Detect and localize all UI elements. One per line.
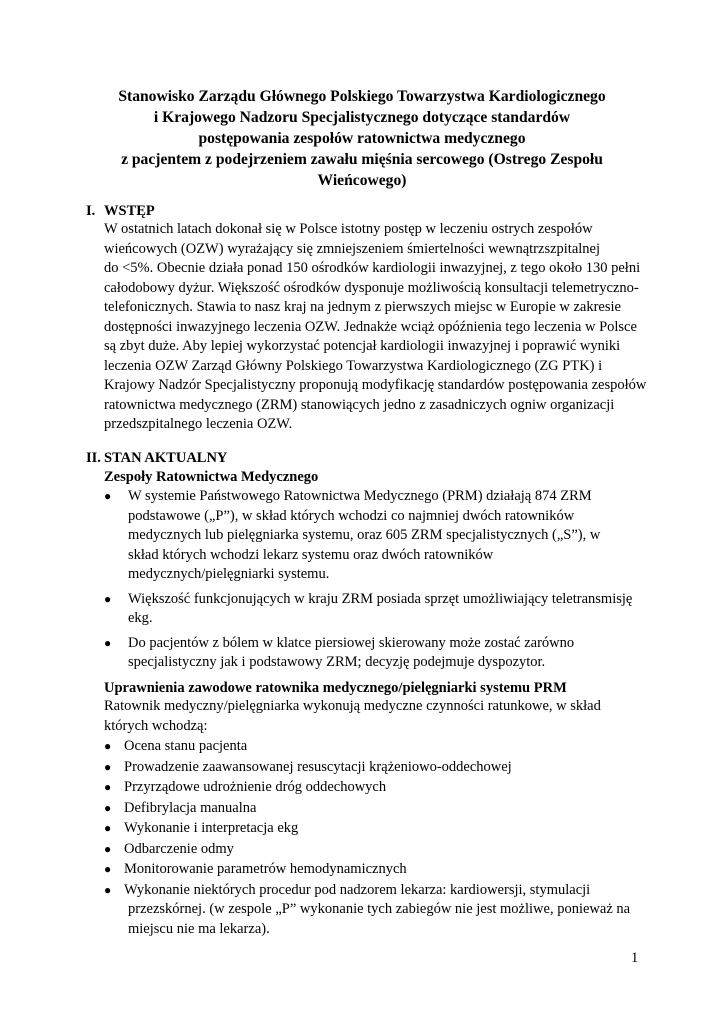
bullet-icon: ●: [104, 862, 112, 876]
paragraph-line: leczenia OZW Zarząd Główny Polskiego Towarzystwa Kardiologicznego (ZG PTK) i: [104, 357, 603, 374]
list-item-line: Większość funkcjonujących w kraju ZRM posiada sprzęt umożliwiający teletransmisję: [128, 590, 633, 607]
bullet-icon: ●: [104, 780, 112, 794]
bullet-icon: ●: [104, 489, 112, 503]
paragraph-line: telefonicznych. Stawia to nasz kraj na jednym z pierwszych miejsc w Europie w zakresie: [104, 299, 621, 315]
paragraph-line: Ratownik medyczny/pielęgniarka wykonują medyczne czynności ratunkowe, w skład: [104, 698, 601, 714]
list-item-line: medycznych lub pielęgniarka systemu, oraz 605 ZRM specjalistycznych („S”), w: [128, 527, 601, 543]
list-item-line: skład których wchodzi lekarz systemu oraz dwóch ratowników: [128, 546, 494, 563]
list-item-line: Defibrylacja manualna: [124, 799, 257, 816]
section-number: I.: [86, 203, 96, 219]
paragraph-line: ratownictwa medycznego (ZRM) stanowiących jedno z zasadniczych ogniw organizacji: [104, 396, 615, 413]
subheading-uprawnienia: Uprawnienia zawodowe ratownika medycznego/pielęgniarki systemu PRM: [104, 680, 567, 696]
czynnosci-bullet-list: [104, 737, 630, 940]
list-item-line: W systemie Państwowego Ratownictwa Medycznego (PRM) działają 874 ZRM: [128, 488, 592, 504]
list-item: [104, 799, 630, 819]
list-item-line: ekg.: [128, 610, 153, 626]
zrm-bullet-list: [104, 487, 632, 678]
paragraph-line: Krajowy Nadzór Specjalistyczny proponują modyfikację standardów postępowania zespołów: [104, 377, 647, 393]
title-line: Stanowisko Zarządu Głównego Polskiego Towarzystwa Kardiologicznego: [118, 88, 606, 105]
list-item-line: Do pacjentów z bólem w klatce piersiowej skierowany może zostać zarówno: [128, 634, 575, 651]
list-item: [104, 634, 632, 673]
list-item-line: Ocena stanu pacjenta: [124, 738, 248, 754]
list-item-line: Monitorowanie parametrów hemodynamicznych: [124, 861, 407, 877]
bullet-icon: ●: [104, 841, 112, 856]
title-line: Wieńcowego): [317, 172, 407, 189]
list-item: [104, 737, 630, 757]
paragraph-line: przedszpitalnego leczenia OZW.: [104, 416, 293, 432]
list-item: [104, 758, 630, 778]
paragraph-line: dostępności inwazyjnego leczenia OZW. Jednakże wciąż opóźnienia tego leczenia w Polsce: [104, 318, 637, 335]
bullet-icon: ●: [104, 759, 112, 774]
bullet-icon: ●: [104, 591, 112, 606]
list-item: [104, 487, 632, 585]
title-line: i Krajowego Nadzoru Specjalistycznego dotyczące standardów: [153, 109, 571, 126]
paragraph-line: W ostatnich latach dokonał się w Polsce istotny postęp w leczeniu ostrych zespołów: [104, 221, 593, 237]
list-item: [104, 819, 630, 839]
uprawnienia-intro: [104, 697, 644, 736]
list-item-line: Odbarczenie odmy: [124, 840, 234, 857]
bullet-icon: ●: [104, 739, 112, 753]
list-item-line: Wykonanie i interpretacja ekg: [124, 820, 299, 836]
section-intro-paragraph: [104, 220, 647, 435]
list-item-line: miejscu nie ma lekarza).: [128, 920, 270, 937]
bullet-icon: ●: [104, 800, 112, 815]
list-item: [104, 590, 632, 629]
page-number: 1: [631, 950, 639, 966]
paragraph-line: są zbyt duże. Aby lepiej wykorzystać potencjał kardiologii inwazyjnej i poprawić wyniki: [104, 338, 621, 354]
paragraph-line: których wchodzą:: [104, 717, 208, 734]
section-heading-stan-aktualny: STAN AKTUALNY: [104, 450, 228, 466]
list-item-line: medycznych/pielęgniarki systemu.: [128, 566, 330, 582]
section-number: II.: [86, 450, 101, 466]
list-item-line: specjalistyczny jak i podstawowy ZRM; decyzję podejmuje dyspozytor.: [128, 654, 546, 670]
document-title: [82, 86, 642, 191]
list-item-line: przezskórnej. (w zespole „P” wykonanie tych zabiegów nie jest możliwe, ponieważ na: [128, 901, 631, 917]
bullet-icon: ●: [104, 821, 112, 835]
bullet-icon: ●: [104, 882, 112, 897]
list-item-line: Przyrządowe udrożnienie dróg oddechowych: [124, 779, 387, 795]
list-item-line: Wykonanie niektórych procedur pod nadzorem lekarza: kardiowersji, stymulacji: [124, 881, 591, 898]
list-item: [104, 778, 630, 798]
list-item: [104, 840, 630, 860]
paragraph-line: do <5%. Obecnie działa ponad 150 ośrodków kardiologii inwazyjnej, z tego około 130 pełni: [104, 260, 641, 276]
bullet-icon: ●: [104, 635, 112, 650]
paragraph-line: wieńcowych (OZW) wyrażający się zmniejszeniem śmiertelności wewnątrzszpitalnej: [104, 240, 601, 257]
title-line: postępowania zespołów ratownictwa medycznego: [198, 130, 526, 147]
list-item-line: podstawowe („P”), w skład których wchodzi co najmniej dwóch ratowników: [128, 507, 575, 524]
list-item: [104, 860, 630, 880]
section-heading-wstep: WSTĘP: [104, 203, 155, 219]
subheading-zespoly: Zespoły Ratownictwa Medycznego: [104, 469, 319, 485]
list-item-line: Prowadzenie zaawansowanej resuscytacji krążeniowo-oddechowej: [124, 758, 512, 775]
paragraph-line: całodobowy dyżur. Większość ośrodków dysponuje możliwością konsultacji telemetryczno-: [104, 279, 639, 296]
title-line: z pacjentem z podejrzeniem zawału mięśnia sercowego (Ostrego Zespołu: [121, 151, 603, 168]
list-item: [104, 881, 630, 940]
